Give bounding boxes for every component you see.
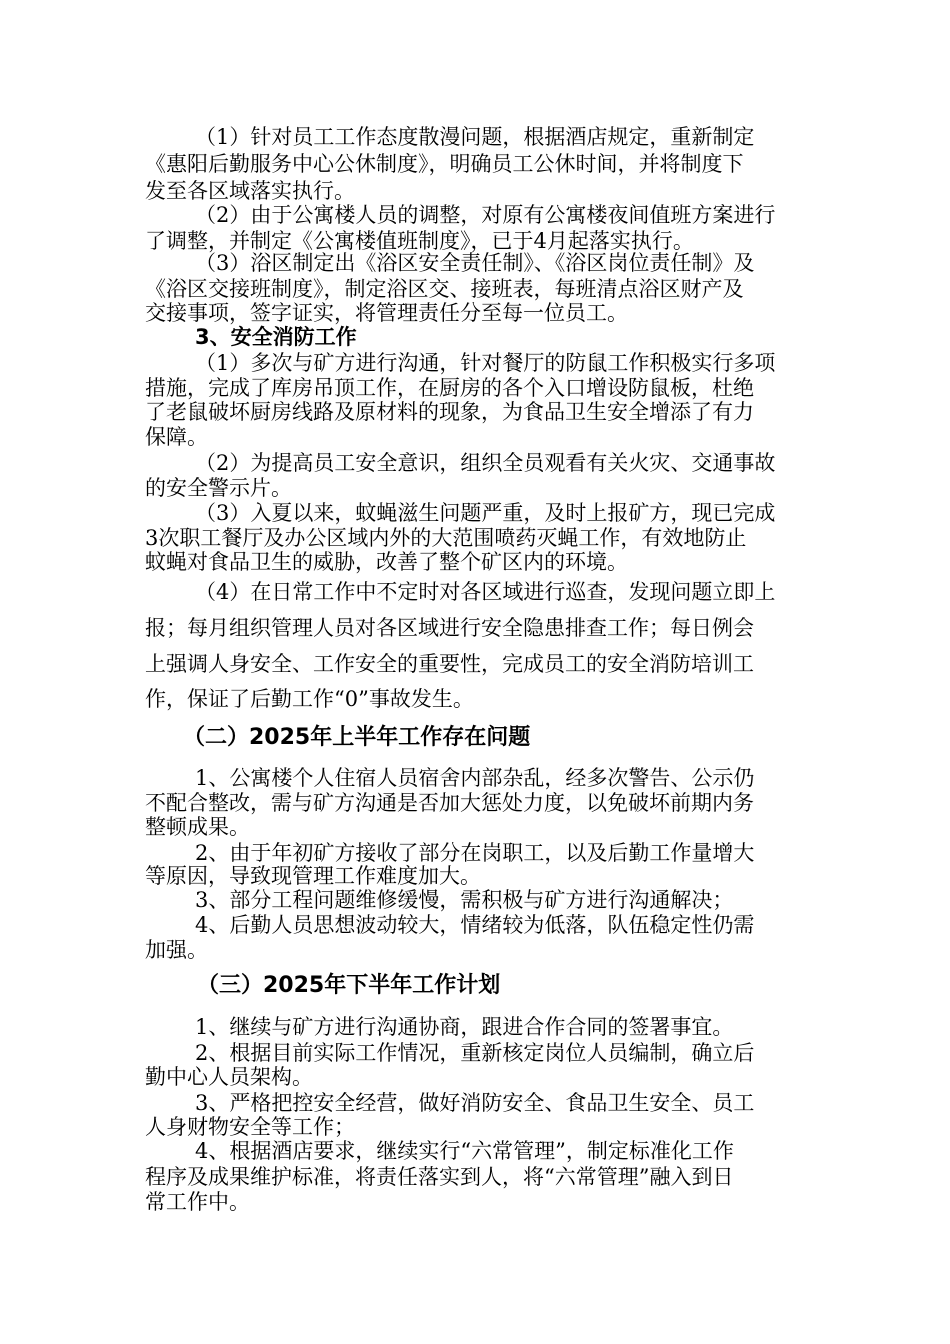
paragraph-line: 等原因，导致现管理工作难度加大。 xyxy=(145,864,481,888)
paragraph-line: 2、由于年初矿方接收了部分在岗职工，以及后勤工作量增大 xyxy=(195,841,755,865)
paragraph-line: 了调整，并制定《公寓楼值班制度》，已于4月起落实执行。 xyxy=(145,229,694,253)
paragraph-line: 勤中心人员架构。 xyxy=(145,1065,313,1089)
paragraph-line: 2、根据目前实际工作情况，重新核定岗位人员编制，确立后 xyxy=(195,1041,755,1065)
paragraph-line: 措施，完成了库房吊顶工作，在厨房的各个入口增设防鼠板，杜绝 xyxy=(145,376,754,400)
paragraph-line: （2）由于公寓楼人员的调整，对原有公寓楼夜间值班方案进行 xyxy=(195,203,776,227)
paragraph-line: 加强。 xyxy=(145,938,208,962)
paragraph-line: 1、继续与矿方进行沟通协商，跟进合作合同的签署事宜。 xyxy=(195,1015,734,1039)
paragraph-line: 程序及成果维护标准，将责任落实到人，将“六常管理”融入到日 xyxy=(145,1165,734,1189)
paragraph-line: （4）在日常工作中不定时对各区域进行巡查，发现问题立即上 xyxy=(195,580,776,604)
paragraph-line: 整顿成果。 xyxy=(145,815,250,839)
paragraph-line: 《浴区交接班制度》，制定浴区交、接班表，每班清点浴区财产及 xyxy=(145,277,744,301)
paragraph-line: 上强调人身安全、工作安全的重要性，完成员工的安全消防培训工 xyxy=(145,652,754,676)
paragraph-line: 人身财物安全等工作； xyxy=(145,1115,355,1139)
paragraph-line: 4、后勤人员思想波动较大，情绪较为低落，队伍稳定性仍需 xyxy=(195,913,755,937)
paragraph-line: 3次职工餐厅及办公区域内外的大范围喷药灭蝇工作，有效地防止 xyxy=(145,526,747,550)
paragraph-line: 作，保证了后勤工作“0”事故发生。 xyxy=(145,687,474,711)
paragraph-line: 保障。 xyxy=(145,425,208,449)
paragraph-line: 《惠阳后勤服务中心公休制度》，明确员工公休时间，并将制度下 xyxy=(145,152,744,176)
paragraph-line: 交接事项，签字证实，将管理责任分至每一位员工。 xyxy=(145,301,628,325)
section-heading: 3、安全消防工作 xyxy=(195,325,357,349)
section-heading: （三）2025年下半年工作计划 xyxy=(197,973,501,998)
paragraph-line: （1）多次与矿方进行沟通，针对餐厅的防鼠工作积极实行多项 xyxy=(195,351,776,375)
paragraph-line: （1）针对员工工作态度散漫问题，根据酒店规定，重新制定 xyxy=(195,125,755,149)
paragraph-line: 4、根据酒店要求，继续实行“六常管理”，制定标准化工作 xyxy=(195,1139,734,1163)
paragraph-line: 1、公寓楼个人住宿人员宿舍内部杂乱，经多次警告、公示仍 xyxy=(195,766,755,790)
section-heading: （二）2025年上半年工作存在问题 xyxy=(183,725,531,750)
paragraph-line: 3、部分工程问题维修缓慢，需积极与矿方进行沟通解决； xyxy=(195,888,734,912)
paragraph-line: 3、严格把控安全经营，做好消防安全、食品卫生安全、员工 xyxy=(195,1091,755,1115)
paragraph-line: 的安全警示片。 xyxy=(145,476,292,500)
paragraph-line: 报；每月组织管理人员对各区域进行安全隐患排查工作；每日例会 xyxy=(145,616,754,640)
paragraph-line: 发至各区域落实执行。 xyxy=(145,179,355,203)
paragraph-line: （2）为提高员工安全意识，组织全员观看有关火灾、交通事故 xyxy=(195,451,776,475)
paragraph-line: 常工作中。 xyxy=(145,1190,250,1214)
paragraph-line: 不配合整改，需与矿方沟通是否加大惩处力度，以免破坏前期内务 xyxy=(145,791,754,815)
paragraph-line: （3）入夏以来，蚊蝇滋生问题严重，及时上报矿方，现已完成 xyxy=(195,501,776,525)
paragraph-line: 了老鼠破坏厨房线路及原材料的现象，为食品卫生安全增添了有力 xyxy=(145,400,754,424)
paragraph-line: （3）浴区制定出《浴区安全责任制》、《浴区岗位责任制》及 xyxy=(195,251,755,275)
paragraph-line: 蚊蝇对食品卫生的威胁，改善了整个矿区内的环境。 xyxy=(145,550,628,574)
